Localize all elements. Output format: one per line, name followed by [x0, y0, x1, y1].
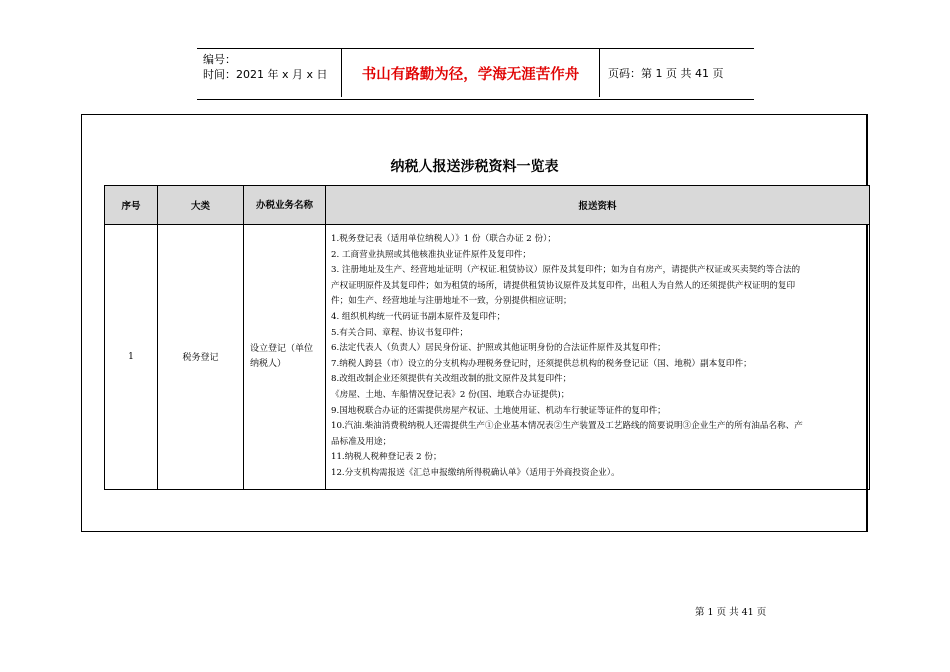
doc-line: 1.税务登记表（适用单位纳税人）》1 份（联合办证 2 份）； [331, 234, 556, 244]
table-row [105, 225, 870, 490]
page-header [197, 48, 754, 100]
doc-line: 产权证明原件及其复印件；如为租赁的场所，请提供租赁协议原件及其复印件，出租人为自然人的还须提供产权证明的复印 [331, 280, 796, 291]
doc-line: 2. 工商营业执照或其他核准执业证件原件及复印件； [331, 249, 531, 260]
motto: 书山有路勤为径，学海无涯苦作舟 [341, 49, 600, 97]
doc-line: 件；如生产、经营地址与注册地址不一致，分别提供相应证明； [331, 296, 572, 307]
doc-line: 12.分支机构需报送《汇总申报缴纳所得税确认单》（适用于外商投资企业）。 [331, 467, 620, 478]
doc-line: 9.国地税联合办证的还需提供房屋产权证、土地使用证、机动车行驶证等证件的复印件； [331, 405, 666, 416]
row-documents [326, 225, 870, 490]
page-footer: 第 1 页 共 41 页 [695, 607, 767, 618]
doc-line: 5.有关合同、章程、协议书复印件； [331, 327, 469, 338]
header-documents: 报送资料 [326, 186, 870, 225]
table-header-row [105, 186, 870, 225]
header-no: 序号 [105, 186, 158, 225]
page-info: 页码：第 1 页 共 41 页 [608, 67, 724, 80]
doc-line: 3. 注册地址及生产、经营地址证明（产权证.租赁协议）原件及其复印件；如为自有房产，请提供产权证或买卖契约等合法的 [331, 265, 801, 276]
doc-line: 8.改组改制企业还须提供有关改组改制的批文原件及其复印件； [331, 374, 572, 385]
row-category: 税务登记 [158, 225, 244, 490]
doc-line: 《房屋、土地、车船情况登记表》2 份(国、地联合办证提供)； [331, 389, 570, 400]
header-category: 大类 [158, 186, 244, 225]
page-title: 纳税人报送涉税资料一览表 [390, 159, 559, 175]
doc-line: 11.纳税人税种登记表 2 份； [331, 452, 442, 463]
doc-line: 10.汽油.柴油消费税纳税人还需提供生产①企业基本情况表②生产装置及工艺路线的简要说明③企业生产的所有油品名称、产 [331, 421, 803, 432]
documents-table [104, 185, 870, 490]
header-business: 办税业务名称 [244, 186, 326, 225]
doc-line: 6.法定代表人（负责人）居民身份证、护照或其他证明身份的合法证件原件及其复印件； [331, 343, 666, 354]
number-label: 编号： [203, 53, 236, 66]
row-no: 1 [105, 225, 158, 490]
time-label: 时间：2021 年 x 月 x 日 [203, 68, 328, 81]
doc-line: 4. 组织机构统一代码证书副本原件及复印件； [331, 311, 506, 322]
row-business: 设立登记（单位纳税人） [244, 225, 326, 490]
header-left [203, 52, 338, 82]
doc-line: 品标准及用途； [331, 436, 392, 447]
doc-line: 7.纳税人跨县（市）设立的分支机构办理税务登记时，还须提供总机构的税务登记证（国、地税）副本复印件； [331, 358, 752, 369]
